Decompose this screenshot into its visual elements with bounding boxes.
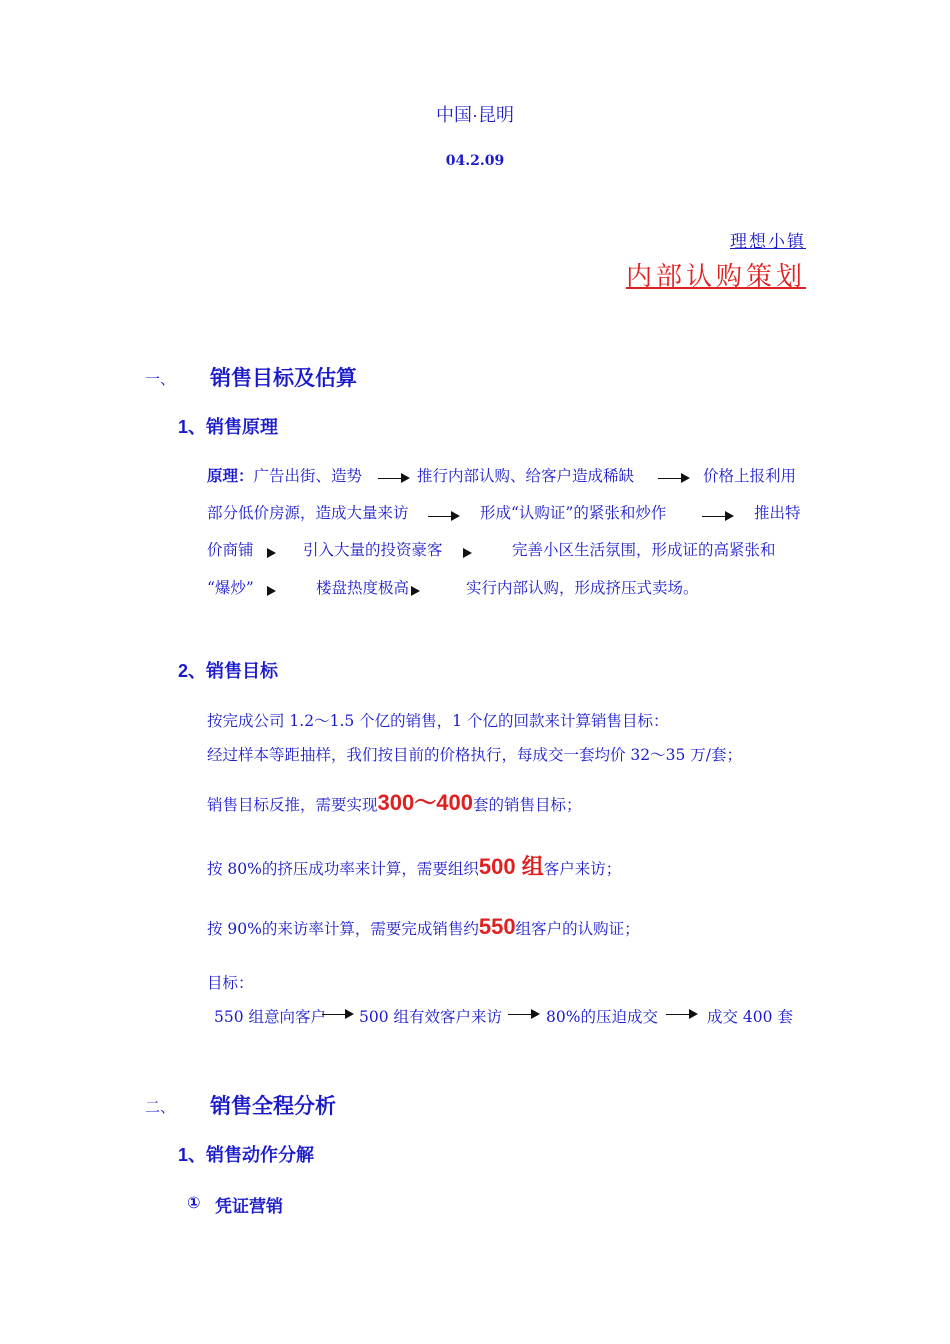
arrow-icon (428, 511, 460, 521)
target-paragraph-1: 按完成公司 1.2～1.5 个亿的销售，1 个亿的回款来计算销售目标： (207, 712, 669, 730)
principle-step: 形成“认购证”的紧张和炒作 (480, 504, 667, 522)
arrow-icon (458, 548, 472, 558)
page-title: 内部认购策划 (625, 261, 806, 291)
date-text: 04.2.09 (445, 153, 505, 169)
principle-label: 原理： (207, 466, 254, 485)
target-paragraph-4 (207, 850, 621, 881)
goal-label: 目标： (207, 974, 254, 992)
principle-step: “爆炒” (207, 579, 254, 597)
location-text: 中国·昆明 (436, 105, 514, 125)
target-paragraph-3 (207, 786, 581, 817)
target-text: 套的销售目标； (472, 796, 582, 814)
target-paragraph-5 (207, 914, 640, 940)
target-text: 按 90%的来访率计算，需要完成销售约 (207, 920, 479, 938)
goal-step: 成交 400 套 (707, 1008, 793, 1026)
principle-step: 实行内部认购，形成挤压式卖场。 (466, 579, 699, 597)
target-text: 客户来访； (543, 860, 622, 878)
principle-step: 完善小区生活氛围，形成证的高紧张和 (512, 541, 776, 559)
arrow-icon (666, 1009, 698, 1019)
highlight-number: 500 组 (478, 854, 544, 879)
principle-step: 广告出街、造势 (253, 467, 363, 485)
goal-step: 550 组意向客户 (214, 1008, 327, 1026)
target-text: 按 80%的挤压成功率来计算，需要组织 (207, 860, 479, 878)
arrow-icon (322, 1009, 354, 1019)
section-2-title: 销售全程分析 (210, 1095, 336, 1118)
principle-step: 楼盘热度极高 (316, 579, 410, 597)
item-title: 凭证营销 (215, 1197, 283, 1216)
section-2-number: 二、 (145, 1098, 176, 1116)
item-number: ① (187, 1195, 201, 1212)
subsection-1-2-title: 2、销售目标 (178, 661, 279, 681)
arrow-icon (406, 586, 420, 596)
goal-step: 80%的压迫成交 (546, 1008, 658, 1026)
principle-step: 价商铺 (207, 541, 254, 559)
highlight-number: 300～400 (377, 790, 473, 815)
arrow-icon (702, 511, 734, 521)
subsection-2-1-title: 1、销售动作分解 (178, 1145, 315, 1165)
arrow-icon (378, 473, 410, 483)
target-paragraph-2: 经过样本等距抽样，我们按目前的价格执行，每成交一套均价 32～35 万/套； (207, 746, 743, 764)
target-text: 销售目标反推，需要实现 (207, 796, 378, 814)
principle-step: 推行内部认购、给客户造成稀缺 (417, 467, 635, 485)
principle-step: 推出特 (754, 504, 801, 522)
target-text: 组客户的认购证； (515, 920, 640, 938)
principle-step: 部分低价房源，造成大量来访 (207, 504, 409, 522)
principle-line-1 (207, 464, 362, 486)
section-1-title: 销售目标及估算 (210, 367, 357, 390)
goal-step: 500 组有效客户来访 (359, 1008, 503, 1026)
section-1-number: 一、 (145, 370, 176, 388)
subsection-1-1-title: 1、销售原理 (178, 417, 279, 437)
arrow-icon (262, 586, 276, 596)
arrow-icon (262, 548, 276, 558)
principle-step: 引入大量的投资豪客 (303, 541, 443, 559)
arrow-icon (508, 1009, 540, 1019)
highlight-number: 550 (478, 914, 516, 939)
arrow-icon (658, 473, 690, 483)
project-name: 理想小镇 (730, 232, 806, 251)
principle-step: 价格上报利用 (703, 467, 797, 485)
